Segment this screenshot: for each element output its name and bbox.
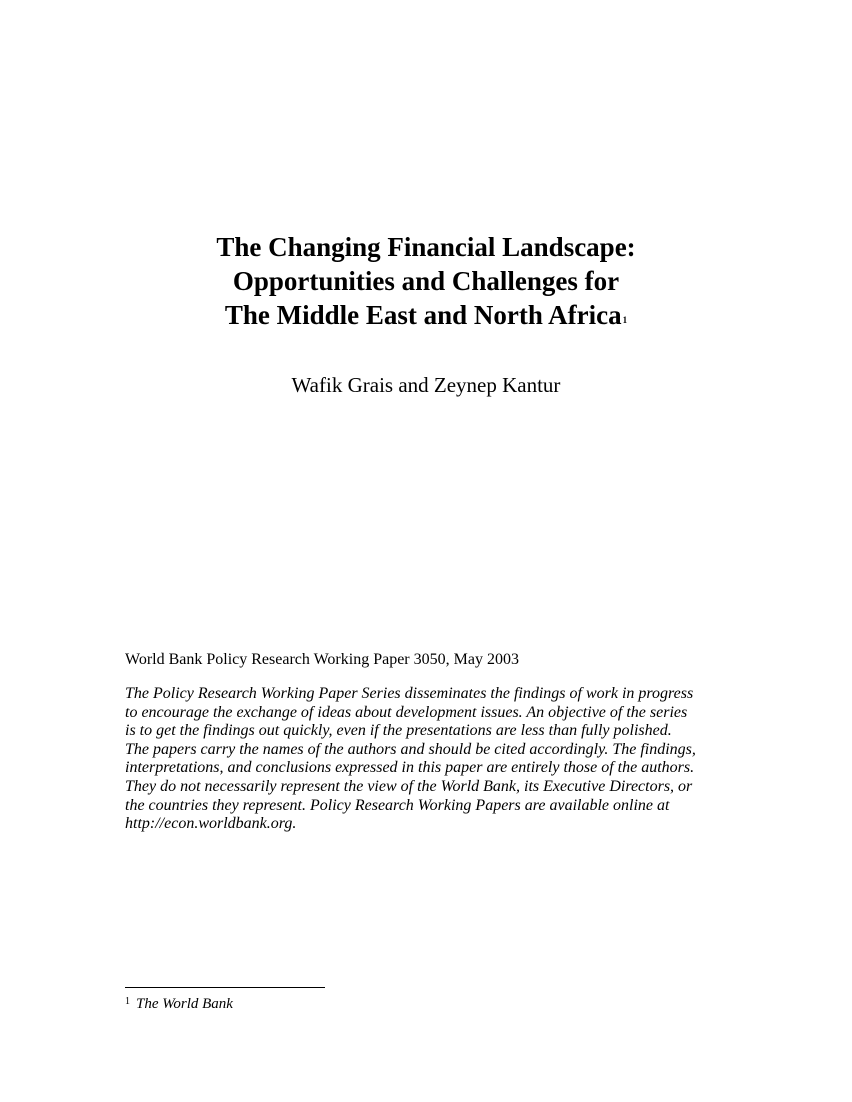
disclaimer-paragraph bbox=[125, 685, 735, 834]
title-line-1: The Changing Financial Landscape: bbox=[216, 232, 636, 262]
title-line-3-text: The Middle East and North Africa bbox=[224, 300, 622, 330]
paper-title bbox=[0, 230, 852, 332]
title-line-2: Opportunities and Challenges for bbox=[232, 266, 620, 296]
working-paper-series-line: World Bank Policy Research Working Paper 3050, May 2003 bbox=[125, 651, 519, 668]
disclaimer-line: They do not necessarily represent the view of the World Bank, its Executive Directors, or bbox=[125, 777, 693, 795]
title-line-3 bbox=[0, 298, 852, 332]
footnote bbox=[125, 995, 233, 1013]
disclaimer-line: The Policy Research Working Paper Series disseminates the findings of work in progress bbox=[125, 685, 694, 702]
title-footnote-marker: 1 bbox=[622, 315, 628, 325]
disclaimer-line: interpretations, and conclusions expressed in this paper are entirely those of the authors. bbox=[125, 759, 695, 777]
disclaimer-line: the countries they represent. Policy Research Working Papers are available online at bbox=[125, 796, 670, 814]
footnote-text: The World Bank bbox=[136, 996, 233, 1012]
author-line: Wafik Grais and Zeynep Kantur bbox=[291, 373, 561, 397]
footnote-divider bbox=[125, 987, 325, 988]
footnote-number: 1 bbox=[125, 996, 130, 1007]
disclaimer-line: to encourage the exchange of ideas about development issues. An objective of the series bbox=[125, 703, 688, 721]
disclaimer-line: is to get the findings out quickly, even if the presentations are less than fully polished. bbox=[125, 722, 672, 740]
disclaimer-line: The papers carry the names of the authors and should be cited accordingly. The findings, bbox=[125, 740, 696, 758]
disclaimer-url-line: http://econ.worldbank.org. bbox=[125, 815, 297, 833]
